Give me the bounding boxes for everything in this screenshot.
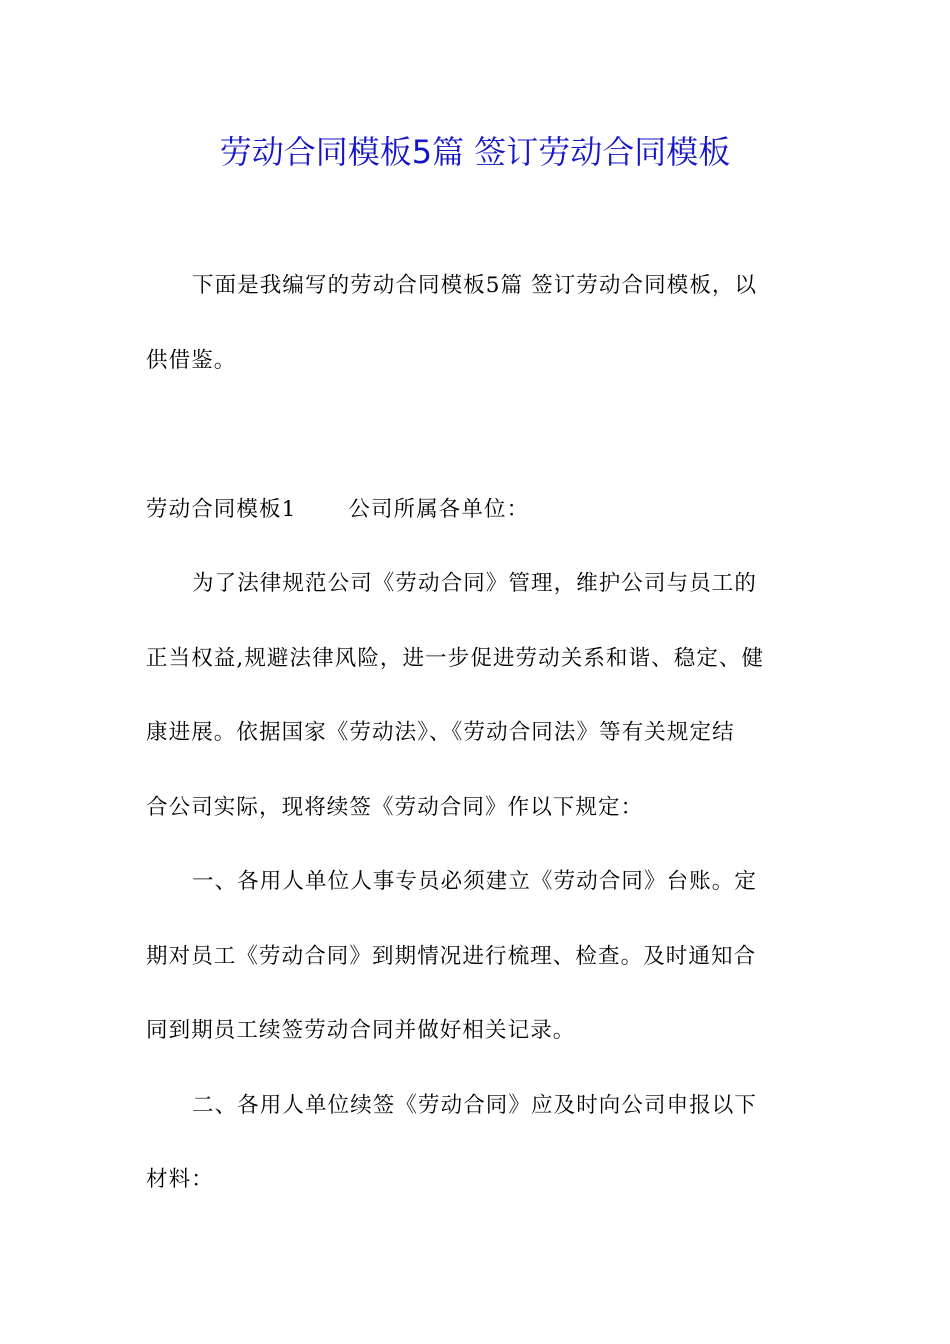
para2-line-3: 同到期员工续签劳动合同并做好相关记录。 — [146, 1018, 576, 1043]
addressee: 公司所属各单位： — [348, 497, 530, 522]
para1-line-1: 为了法律规范公司《劳动合同》管理，维护公司与员工的 — [192, 571, 758, 596]
section-heading: 劳动合同模板1 — [146, 497, 297, 522]
para2-line-1: 一、各用人单位人事专员必须建立《劳动合同》台账。定 — [192, 869, 758, 894]
intro-line-2: 供借鉴。 — [146, 348, 237, 373]
para3-line-2: 材料： — [146, 1167, 214, 1192]
section-heading-line — [146, 490, 529, 530]
document-title: 劳动合同模板5篇 签订劳动合同模板 — [219, 133, 731, 171]
para1-line-2: 正当权益,规避法律风险，进一步促进劳动关系和谐、稳定、健 — [146, 646, 765, 671]
para2-line-2: 期对员工《劳动合同》到期情况进行梳理、检查。及时通知合 — [146, 944, 757, 969]
para1-line-4: 合公司实际，现将续签《劳动合同》作以下规定： — [146, 795, 644, 820]
intro-line-1: 下面是我编写的劳动合同模板5篇 签订劳动合同模板，以 — [192, 273, 758, 298]
para3-line-1: 二、各用人单位续签《劳动合同》应及时向公司申报以下 — [192, 1093, 758, 1118]
para1-line-3: 康进展。依据国家《劳动法》、《劳动合同法》等有关规定结 — [146, 720, 735, 745]
